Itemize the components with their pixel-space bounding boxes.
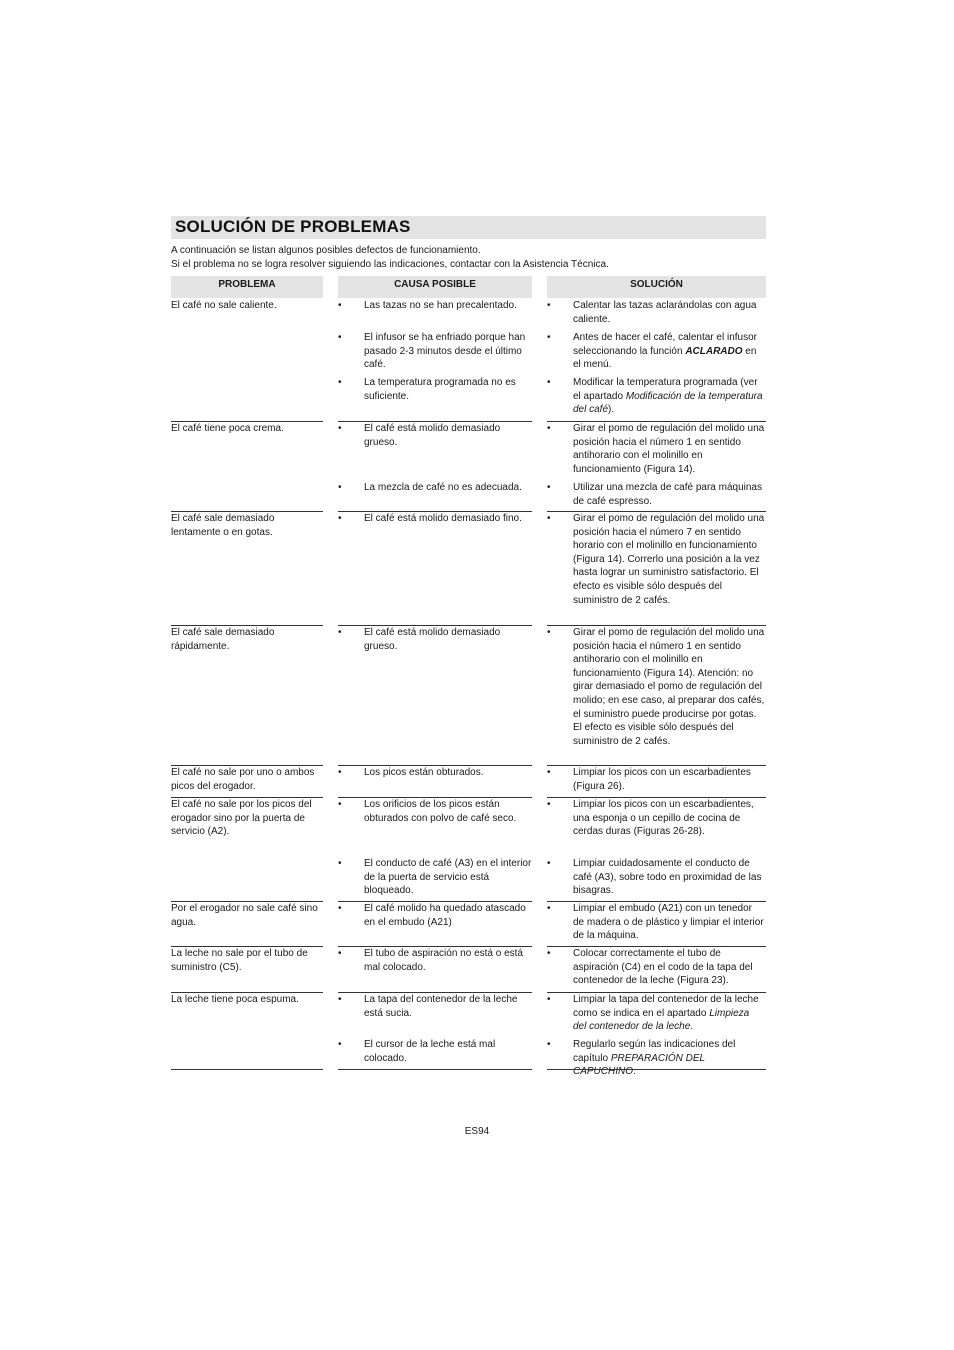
cause-item: • Los picos están obturados. [364, 766, 534, 780]
cause-item: • El tubo de aspiración no está o está mal colocado. [364, 947, 534, 974]
page-number: ES94 [464, 1126, 490, 1137]
solution-item: • Utilizar una mezcla de café para máquinas de café espresso. [573, 481, 765, 508]
solution-item: • Limpiar cuidadosamente el conducto de café (A3), sobre todo en proximidad de las bisagras. [573, 857, 765, 898]
problem-cell: El café sale demasiado rápidamente. [171, 627, 275, 652]
solution-text: Modificar la temperatura programada (ver el apartado [573, 377, 758, 402]
cause-item: • El café molido ha quedado atascado en el embudo (A21) [364, 902, 534, 929]
cause-item: • La tapa del contenedor de la leche está sucia. [364, 993, 534, 1020]
solution-item: • Limpiar los picos con un escarbadientes (Figura 26). [573, 766, 765, 793]
problem-cell: La leche no sale por el tubo de suministro (C5). [171, 948, 308, 973]
intro-line: A continuación se listan algunos posibles defectos de funcionamiento. [171, 245, 481, 256]
cause-item: • El infusor se ha enfriado porque han pasado 2-3 minutos desde el último café. [364, 331, 534, 372]
problem-cell: El café tiene poca crema. [171, 423, 284, 434]
row-divider [338, 1069, 532, 1070]
cause-item: • El café está molido demasiado fino. [364, 512, 534, 526]
solution-item: • Calentar las tazas aclarándolas con agua caliente. [573, 299, 765, 326]
problem-cell: El café no sale por uno o ambos picos del erogador. [171, 767, 315, 792]
header-problem: PROBLEMA [171, 276, 323, 298]
menu-function-name: ACLARADO [685, 345, 743, 357]
cause-item: • La mezcla de café no es adecuada. [364, 481, 534, 495]
problem-cell: El café no sale caliente. [171, 300, 277, 311]
problem-cell: Por el erogador no sale café sino agua. [171, 903, 318, 928]
solution-text: ). [608, 404, 615, 416]
solution-text: Limpiar la tapa del contenedor de la leche como se indica en el apartado [573, 994, 759, 1019]
row-divider [547, 1069, 766, 1070]
cause-item: • El cursor de la leche está mal colocado. [364, 1038, 534, 1065]
solution-item: • Girar el pomo de regulación del molido una posición hacia el número 7 en sentido horario con el molinillo en funcionamiento (Figura 14). Correrlo una posición a la vez hasta lograr un suministro satisfactorio. El efecto es visible sólo después del suministro de 2 cafés. [573, 512, 765, 607]
cause-item: • La temperatura programada no es suficiente. [364, 376, 534, 403]
cause-item: • El café está molido demasiado grueso. [364, 626, 534, 653]
solution-text: Antes de hacer el café, calentar el infusor seleccionando la función [573, 332, 757, 357]
section-reference: Modificación de la temperatura del café [573, 390, 763, 416]
solution-item: • Girar el pomo de regulación del molido una posición hacia el número 1 en sentido antihorario con el molinillo en funcionamiento (Figura 14). [573, 422, 765, 476]
solution-item [573, 993, 765, 1034]
solution-item [573, 331, 765, 372]
header-solution: SOLUCIÓN [547, 276, 766, 298]
solution-text: en el menú. [573, 345, 757, 371]
problem-cell: El café sale demasiado lentamente o en gotas. [171, 513, 275, 538]
problem-cell: El café no sale por los picos del erogador sino por la puerta de servicio (A2). [171, 799, 312, 838]
solution-item [573, 376, 765, 417]
page-title: SOLUCIÓN DE PROBLEMAS [175, 217, 411, 236]
solution-text: . [690, 1021, 694, 1033]
intro-text [171, 244, 609, 271]
solution-item: • Limpiar los picos con un escarbadientes, una esponja o un cepillo de cocina de cerdas duras (Figuras 26-28). [573, 798, 765, 839]
solution-item: • Limpiar el embudo (A21) con un tenedor de madera o de plástico y limpiar el interior de la máquina. [573, 902, 765, 943]
row-divider [171, 1069, 323, 1070]
section-reference: Limpieza del contenedor de la leche [573, 1007, 750, 1033]
intro-line: Si el problema no se logra resolver siguiendo las indicaciones, contactar con la Asistencia Técnica. [171, 258, 609, 270]
cause-item: • Los orificios de los picos están obturados con polvo de café seco. [364, 798, 534, 825]
solution-item: • Colocar correctamente el tubo de aspiración (C4) en el codo de la tapa del contenedor de la leche (Figura 23). [573, 947, 765, 988]
solution-item: • Girar el pomo de regulación del molido una posición hacia el número 1 en sentido antihorario con el molinillo en funcionamiento (Figura 14). Atención: no girar demasiado el pomo de regulación del molido; en ese caso, al preparar dos cafés, el suministro puede producirse por gotas. El efecto es visible sólo después del suministro de 2 cafés. [573, 626, 765, 748]
cause-item: • El café está molido demasiado grueso. [364, 422, 534, 449]
chapter-reference: PREPARACIÓN DEL CAPUCHINO [573, 1052, 705, 1078]
cause-item: • Las tazas no se han precalentado. [364, 299, 534, 313]
section-title-bar [171, 216, 766, 239]
solution-item [573, 1038, 765, 1079]
cause-item: • El conducto de café (A3) en el interior de la puerta de servicio está bloqueado. [364, 857, 534, 898]
problem-cell: La leche tiene poca espuma. [171, 994, 299, 1005]
solution-text: Regularlo según las indicaciones del capítulo [573, 1039, 736, 1064]
solution-text: . [633, 1066, 636, 1078]
header-cause: CAUSA POSIBLE [338, 276, 532, 298]
